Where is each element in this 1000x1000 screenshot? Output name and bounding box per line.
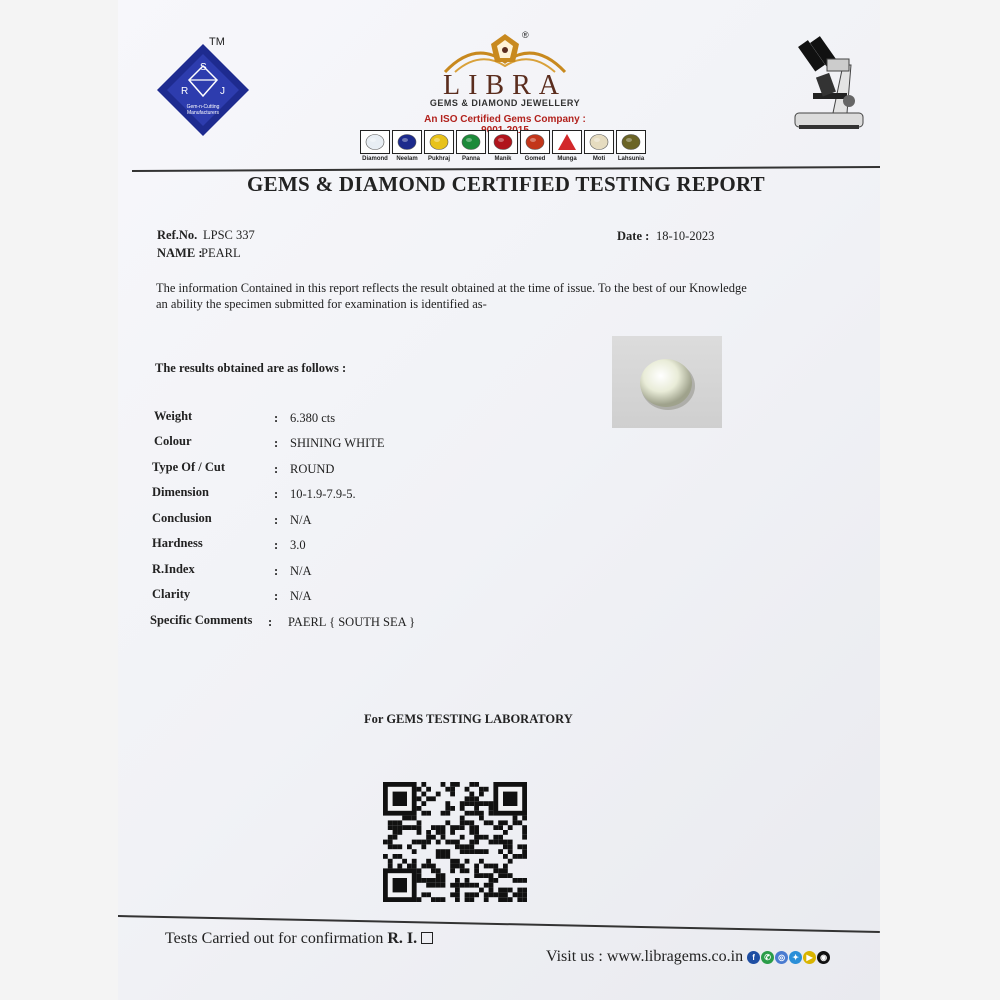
result-colon: : [274, 436, 279, 450]
result-label: R.Index [152, 562, 195, 576]
gem-swatch [360, 130, 390, 154]
svg-text:Manufacturers: Manufacturers [187, 110, 219, 116]
gem-swatch [456, 130, 486, 154]
svg-text:Gem-n-Cutting: Gem-n-Cutting [186, 104, 220, 110]
svg-text:R: R [181, 86, 189, 97]
result-value: PAERL { SOUTH SEA } [288, 615, 416, 629]
gem-swatch [392, 130, 422, 154]
pearl-photo [612, 336, 722, 428]
gem-label: Diamond [362, 156, 388, 162]
svg-text:S: S [200, 62, 207, 73]
result-value: 3.0 [290, 538, 306, 552]
trademark-mark: TM [209, 36, 225, 48]
gem-item [616, 130, 646, 162]
result-colon: : [274, 513, 279, 527]
result-value: N/A [290, 564, 312, 578]
tests-confirmation [165, 930, 433, 948]
gem-label: Neelam [396, 156, 418, 162]
gem-label: Panna [461, 156, 480, 162]
ref-value: LPSC 337 [203, 228, 255, 242]
microscope-icon [785, 35, 870, 135]
result-colon: : [274, 462, 279, 476]
brand-name: LIBRA [443, 70, 567, 101]
result-colon: : [274, 538, 279, 552]
gem-swatch [584, 130, 614, 154]
gem-swatch [552, 130, 582, 154]
gem-label: Gomed [524, 156, 546, 162]
gem-item [552, 130, 582, 162]
gem-swatch [424, 130, 454, 154]
gem-item [424, 130, 454, 162]
result-label: Clarity [152, 587, 191, 601]
result-value: SHINING WHITE [290, 436, 385, 450]
result-colon: : [274, 589, 279, 603]
gem-swatch [616, 130, 646, 154]
footer-contact [546, 948, 830, 966]
website-text: Visit us : www.libragems.co.in [546, 948, 744, 965]
registered-mark: ® [522, 30, 529, 40]
result-value: 10-1.9-7.9-5. [290, 487, 356, 501]
name-label: NAME : [157, 246, 203, 260]
libra-crown-icon [435, 32, 575, 74]
result-label: Hardness [152, 536, 203, 550]
result-label: Colour [154, 434, 192, 448]
result-colon: : [274, 564, 279, 578]
date-value: 18-10-2023 [656, 229, 715, 243]
result-colon: : [274, 487, 279, 501]
result-value: 6.380 cts [290, 411, 336, 425]
youtube-icon: ▶ [803, 951, 816, 964]
gem-swatch [488, 130, 518, 154]
email-icon: ◉ [817, 951, 830, 964]
ri-text: R. I. [387, 930, 418, 947]
tests-text: Tests Carried out for confirmation [165, 930, 384, 947]
gem-label: Munga [557, 156, 577, 162]
result-colon: : [268, 615, 273, 629]
svg-text:J: J [220, 86, 225, 97]
gem-item [488, 130, 518, 162]
result-label: Conclusion [152, 511, 212, 525]
signatory-label: For GEMS TESTING LABORATORY [364, 712, 573, 726]
result-value: N/A [290, 513, 312, 527]
facebook-icon: f [747, 951, 760, 964]
gem-item [360, 130, 390, 162]
report-title: GEMS & DIAMOND CERTIFIED TESTING REPORT [247, 172, 765, 196]
gem-item [392, 130, 422, 162]
gem-strip [360, 130, 646, 162]
libra-brand [420, 32, 590, 136]
qr-code [383, 782, 529, 904]
intro-paragraph: The information Contained in this report reflects the result obtained at the time of issue. To the best of our Knowledge an ability the specimen submitted for examination is identified as- [156, 281, 747, 311]
gem-item [456, 130, 486, 162]
result-label: Type Of / Cut [152, 460, 226, 474]
name-value: PEARL [201, 246, 241, 260]
result-label: Dimension [152, 485, 209, 499]
result-label: Weight [154, 409, 193, 423]
ref-label: Ref.No. [157, 228, 198, 242]
result-value: ROUND [290, 462, 335, 476]
gem-label: Moti [592, 156, 606, 162]
gem-item [584, 130, 614, 162]
results-heading: The results obtained are as follows : [155, 361, 347, 375]
date-label: Date : [617, 229, 650, 243]
twitter-icon: ✦ [789, 951, 802, 964]
gem-swatch [520, 130, 550, 154]
iso-certification: An ISO Certified Gems Company : [424, 114, 586, 125]
result-colon: : [274, 411, 279, 425]
gem-label: Lahsunia [617, 156, 645, 162]
gem-label: Pukhraj [427, 156, 450, 162]
gem-label: Manik [494, 156, 512, 162]
result-value: N/A [290, 589, 312, 603]
whatsapp-icon: ✆ [761, 951, 774, 964]
ri-checkbox [421, 932, 433, 944]
instagram-icon: ◎ [775, 951, 788, 964]
srj-diamond-emblem [155, 40, 255, 140]
brand-tagline: GEMS & DIAMOND JEWELLERY [429, 98, 581, 108]
gem-item [520, 130, 550, 162]
result-label: Specific Comments [150, 613, 253, 627]
srj-logo [155, 36, 255, 140]
